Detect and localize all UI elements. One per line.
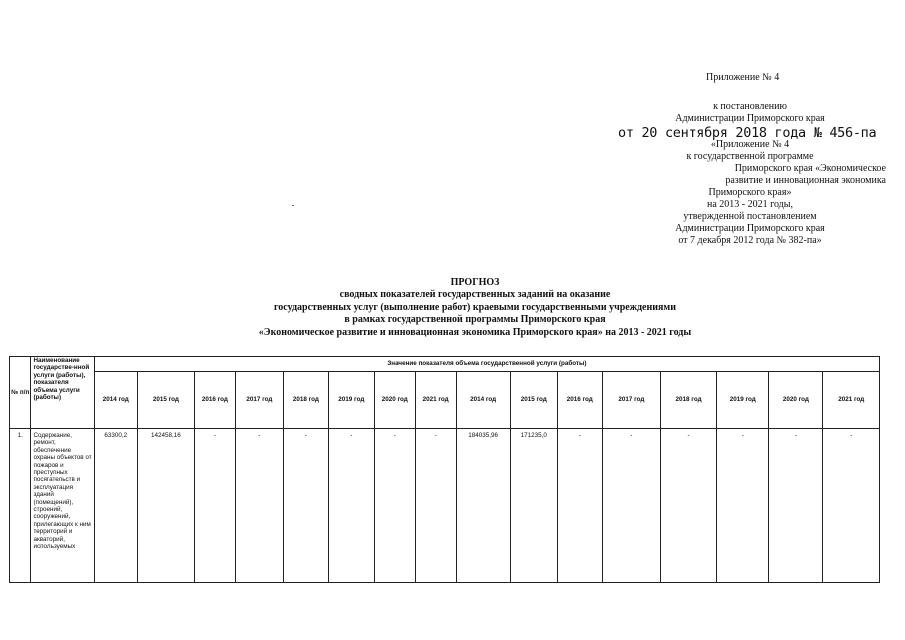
header-line: утвержденной постановлением [683, 211, 817, 222]
value-cell: - [415, 429, 456, 583]
year-header: 2018 год [660, 372, 716, 429]
col-header-name: Наименование государстве-нной услуги (работы), показателя объема услуги (работы) [31, 357, 94, 429]
annex-number: Приложение № 4 [706, 72, 780, 83]
service-name: Содержание, ремонт, обеспечение охраны объектов от пожаров и преступных посягательств и эксплуатация зданий (помещений), строений, сооружений, прилегающих к ним территорий и акваторий, используемых [31, 429, 94, 583]
year-header: 2015 год [137, 372, 194, 429]
to-resolution: к постановлению [713, 101, 787, 112]
value-cell: 184035,96 [456, 429, 510, 583]
year-header: 2014 год [456, 372, 510, 429]
value-cell: 63300,2 [94, 429, 137, 583]
header-line: развитие и инновационная экономика [725, 175, 886, 186]
year-header: 2015 год [510, 372, 557, 429]
year-header: 2020 год [769, 372, 823, 429]
col-header-group: Значение показателя объема государственной услуги (работы) [94, 357, 879, 372]
title-line: государственных услуг (выполнение работ) краевыми государственными учреждениями [274, 301, 676, 313]
value-cell: - [283, 429, 328, 583]
table-row [10, 429, 880, 583]
row-number: 1. [10, 429, 31, 583]
value-cell: - [557, 429, 602, 583]
header-line: на 2013 - 2021 годы, [707, 199, 793, 210]
header-line: к государственной программе [686, 151, 814, 162]
document-title [180, 277, 770, 339]
value-cell: - [769, 429, 823, 583]
header-line: от 7 декабря 2012 года № 382-па» [678, 235, 822, 246]
header-line: «Приложение № 4 [710, 139, 790, 150]
header-block [600, 101, 900, 247]
year-header: 2020 год [374, 372, 415, 429]
title-line: в рамках государственной программы Приморского края [344, 314, 606, 326]
forecast-table [9, 356, 880, 583]
value-cell: - [602, 429, 660, 583]
year-header: 2014 год [94, 372, 137, 429]
year-header: 2017 год [602, 372, 660, 429]
year-header: 2021 год [415, 372, 456, 429]
value-cell: - [194, 429, 235, 583]
year-header: 2019 год [717, 372, 769, 429]
year-header: 2021 год [823, 372, 880, 429]
scan-speck [292, 205, 294, 206]
title-main: ПРОГНОЗ [450, 277, 500, 288]
value-cell: - [717, 429, 769, 583]
value-cell: - [235, 429, 283, 583]
value-cell: 142458,16 [137, 429, 194, 583]
title-line: «Экономическое развитие и инновационная экономика Приморского края» на 2013 - 2021 годы [258, 326, 692, 338]
header-line: Администрации Приморского края [675, 223, 825, 234]
header-line: Приморского края» [708, 187, 792, 198]
title-line: сводных показателей государственных заданий на оказание [339, 289, 611, 301]
year-header: 2016 год [557, 372, 602, 429]
value-cell: - [328, 429, 374, 583]
year-header: 2017 год [235, 372, 283, 429]
header-line: Приморского края «Экономическое [734, 163, 886, 174]
year-header: 2019 год [328, 372, 374, 429]
date-stamp: от 20 сентября 2018 года № 456-па [618, 125, 877, 141]
year-header: 2018 год [283, 372, 328, 429]
value-cell: 171235,0 [510, 429, 557, 583]
col-header-number: № п/п [10, 357, 31, 429]
value-cell: - [823, 429, 880, 583]
year-header: 2016 год [194, 372, 235, 429]
value-cell: - [660, 429, 716, 583]
administration-name: Администрации Приморского края [675, 113, 825, 124]
value-cell: - [374, 429, 415, 583]
